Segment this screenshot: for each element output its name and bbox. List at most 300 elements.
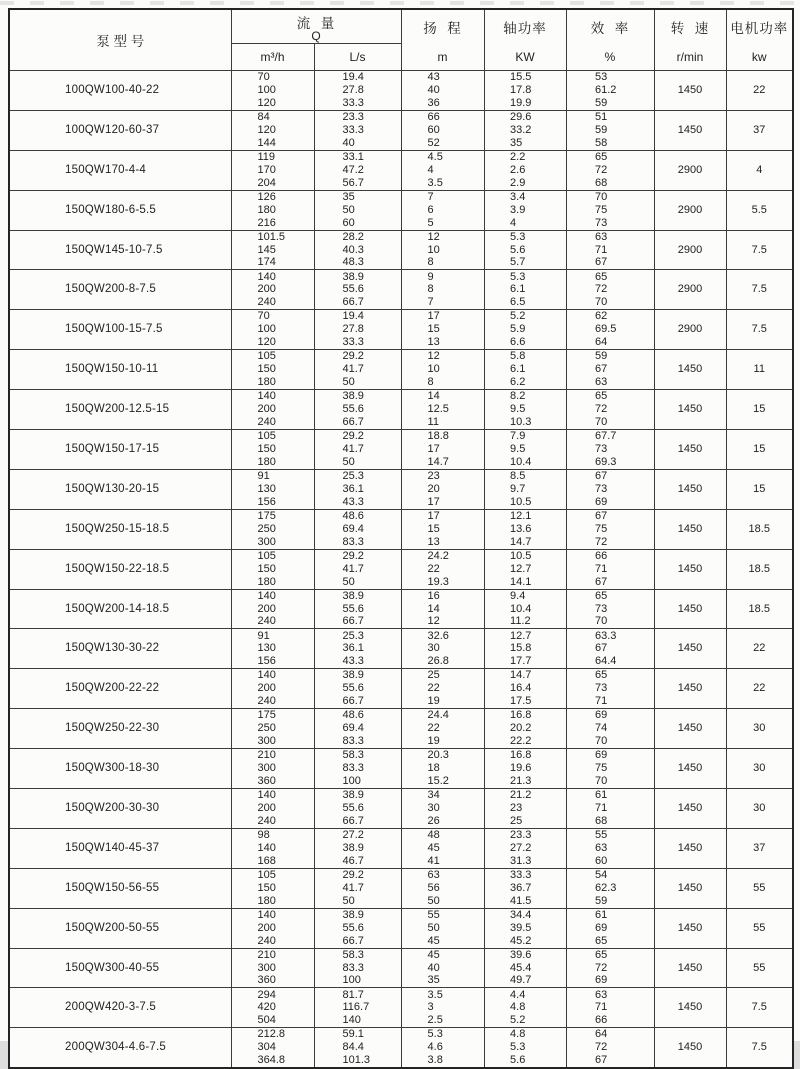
value-line: 156 xyxy=(257,655,276,668)
value-line: 9.5 xyxy=(510,443,526,455)
value-line: 144 xyxy=(257,136,276,149)
value-stack xyxy=(258,470,288,509)
value-line: 168 xyxy=(257,854,276,867)
value-line: 59.1 xyxy=(342,1028,364,1041)
table-row xyxy=(9,230,793,270)
value-line: 6.6 xyxy=(510,336,526,349)
value-stack xyxy=(343,151,373,190)
table-row xyxy=(9,948,793,988)
value-stack xyxy=(428,869,458,908)
cell-model: 150QW150-56-55 xyxy=(9,868,231,908)
value-line: 83.3 xyxy=(342,735,364,748)
value-line: 300 xyxy=(257,735,276,748)
cell-head xyxy=(401,190,484,230)
value-line: 3.4 xyxy=(510,190,526,203)
cell-model: 150QW145-10-7.5 xyxy=(9,230,231,270)
value-line: 58.3 xyxy=(342,948,364,961)
cell-motor-kw: 30 xyxy=(726,789,793,829)
value-line: 8 xyxy=(427,256,434,269)
value-line: 30 xyxy=(427,642,440,655)
value-line: 68 xyxy=(595,176,608,189)
cell-flow-ls xyxy=(314,310,401,350)
value-line: 14.7 xyxy=(510,669,532,682)
value-line: 200 xyxy=(257,403,276,416)
value-stack xyxy=(258,231,288,270)
value-line: 71 xyxy=(595,695,608,708)
value-line: 240 xyxy=(257,296,276,309)
value-line: 66.7 xyxy=(342,695,364,708)
value-line: 240 xyxy=(257,416,276,429)
value-line: 29.2 xyxy=(342,350,364,363)
cell-eff xyxy=(566,749,654,789)
value-line: 45 xyxy=(427,948,440,961)
value-line: 83.3 xyxy=(342,961,364,974)
cell-motor-kw: 18.5 xyxy=(726,509,793,549)
value-line: 70 xyxy=(257,310,270,323)
cell-model: 150QW200-8-7.5 xyxy=(9,270,231,310)
value-stack xyxy=(258,191,288,230)
value-line: 130 xyxy=(257,642,276,655)
cell-shaft-kw xyxy=(484,709,566,749)
value-line: 16.8 xyxy=(510,709,532,722)
cell-shaft-kw xyxy=(484,71,566,111)
value-stack xyxy=(258,949,288,988)
cell-speed: 1450 xyxy=(654,71,726,111)
table-body xyxy=(9,71,793,1069)
table-row xyxy=(9,749,793,789)
motor-power-label: 电机功率 xyxy=(730,21,789,36)
cell-model: 150QW200-14-18.5 xyxy=(9,589,231,629)
value-stack xyxy=(428,310,458,349)
value-line: 54 xyxy=(595,868,608,881)
value-stack xyxy=(510,71,540,110)
value-line: 62 xyxy=(595,310,608,323)
cell-flow-m3h xyxy=(231,390,314,430)
value-line: 66 xyxy=(595,549,608,562)
header-row-main xyxy=(9,9,793,44)
value-stack xyxy=(343,470,373,509)
value-stack xyxy=(428,231,458,270)
value-line: 70 xyxy=(595,296,608,309)
value-line: 8.5 xyxy=(510,469,526,482)
value-stack xyxy=(343,111,373,150)
value-stack xyxy=(510,151,540,190)
value-line: 26 xyxy=(427,814,440,827)
value-line: 11.2 xyxy=(510,615,531,628)
cell-flow-m3h xyxy=(231,71,314,111)
value-line: 9.7 xyxy=(510,482,526,495)
value-stack xyxy=(595,909,625,948)
cell-model: 150QW170-4-4 xyxy=(9,150,231,190)
value-line: 5.8 xyxy=(510,350,526,363)
cell-eff xyxy=(566,71,654,111)
cell-flow-ls xyxy=(314,1028,401,1068)
cell-shaft-kw xyxy=(484,310,566,350)
value-stack xyxy=(595,669,625,708)
value-line: 70 xyxy=(595,416,608,429)
cell-eff xyxy=(566,868,654,908)
value-stack xyxy=(258,271,288,310)
value-line: 69.4 xyxy=(342,722,364,735)
cell-speed: 1450 xyxy=(654,430,726,470)
value-stack xyxy=(595,1028,625,1067)
cell-motor-kw: 22 xyxy=(726,71,793,111)
cell-head xyxy=(401,669,484,709)
cell-flow-ls xyxy=(314,669,401,709)
value-stack xyxy=(595,949,625,988)
cell-speed: 2900 xyxy=(654,310,726,350)
cell-motor-kw: 15 xyxy=(726,430,793,470)
value-line: 50 xyxy=(342,575,355,588)
cell-head xyxy=(401,948,484,988)
cell-speed: 1450 xyxy=(654,509,726,549)
cell-shaft-kw xyxy=(484,350,566,390)
value-stack xyxy=(595,191,625,230)
value-line: 10.3 xyxy=(510,416,532,429)
value-line: 101.5 xyxy=(257,230,286,243)
value-stack xyxy=(510,989,540,1028)
cell-eff xyxy=(566,988,654,1028)
value-stack xyxy=(595,310,625,349)
cell-eff xyxy=(566,789,654,829)
value-line: 364.8 xyxy=(257,1054,286,1067)
cell-speed: 1450 xyxy=(654,549,726,589)
cell-motor-kw: 22 xyxy=(726,669,793,709)
table-row xyxy=(9,110,793,150)
value-line: 14.1 xyxy=(510,575,532,588)
value-line: 45.2 xyxy=(510,934,532,947)
value-line: 23.3 xyxy=(342,110,364,123)
value-stack xyxy=(595,789,625,828)
value-line: 70 xyxy=(595,615,608,628)
cell-shaft-kw xyxy=(484,789,566,829)
cell-flow-m3h xyxy=(231,669,314,709)
value-line: 27.2 xyxy=(510,841,532,854)
value-line: 5.3 xyxy=(427,1028,443,1041)
value-stack xyxy=(510,430,540,469)
cell-flow-ls xyxy=(314,190,401,230)
value-line: 10.4 xyxy=(510,455,532,468)
value-line: 33.3 xyxy=(342,96,364,109)
cell-motor-kw: 22 xyxy=(726,629,793,669)
value-line: 14 xyxy=(427,602,440,615)
cell-motor-kw: 55 xyxy=(726,948,793,988)
value-stack xyxy=(595,510,625,549)
value-line: 210 xyxy=(257,948,276,961)
cell-motor-kw: 18.5 xyxy=(726,549,793,589)
value-stack xyxy=(343,191,373,230)
table-row xyxy=(9,390,793,430)
cell-model: 150QW140-45-37 xyxy=(9,828,231,868)
value-line: 69 xyxy=(595,974,608,987)
cell-head xyxy=(401,1028,484,1068)
head-label: 扬 程 xyxy=(423,21,462,36)
value-line: 21.2 xyxy=(510,789,532,802)
cell-speed: 1450 xyxy=(654,350,726,390)
value-line: 12 xyxy=(427,350,440,363)
value-stack xyxy=(595,71,625,110)
value-line: 72 xyxy=(595,163,608,176)
cell-flow-m3h xyxy=(231,350,314,390)
value-line: 69.3 xyxy=(595,455,617,468)
value-line: 91 xyxy=(257,629,270,642)
table-row xyxy=(9,350,793,390)
value-stack xyxy=(510,949,540,988)
cell-motor-kw: 30 xyxy=(726,749,793,789)
value-line: 75 xyxy=(595,762,608,775)
value-line: 25 xyxy=(427,669,440,682)
table-row xyxy=(9,908,793,948)
value-line: 41.7 xyxy=(342,881,364,894)
value-line: 33.3 xyxy=(510,868,532,881)
cell-eff xyxy=(566,629,654,669)
cell-model: 150QW200-50-55 xyxy=(9,908,231,948)
value-stack xyxy=(343,630,373,669)
cell-head xyxy=(401,270,484,310)
cell-model: 150QW200-30-30 xyxy=(9,789,231,829)
value-line: 36.1 xyxy=(342,642,364,655)
value-line: 5.3 xyxy=(510,1041,526,1054)
value-line: 66.7 xyxy=(342,934,364,947)
value-stack xyxy=(510,390,540,429)
cell-head xyxy=(401,549,484,589)
cell-speed: 2900 xyxy=(654,150,726,190)
value-line: 32.6 xyxy=(427,629,449,642)
value-line: 170 xyxy=(257,163,276,176)
value-stack xyxy=(258,630,288,669)
cell-model: 150QW130-20-15 xyxy=(9,469,231,509)
value-line: 8 xyxy=(427,376,434,389)
col-header-flow-ls: L/s xyxy=(314,44,401,71)
cell-flow-m3h xyxy=(231,709,314,749)
value-line: 100 xyxy=(342,974,361,987)
cell-head xyxy=(401,430,484,470)
value-stack xyxy=(343,989,373,1028)
cell-eff xyxy=(566,1028,654,1068)
value-line: 12.7 xyxy=(510,629,532,642)
value-stack xyxy=(343,430,373,469)
value-line: 180 xyxy=(257,455,276,468)
cell-speed: 1450 xyxy=(654,110,726,150)
value-line: 200 xyxy=(257,802,276,815)
value-stack xyxy=(343,829,373,868)
value-line: 22.2 xyxy=(510,735,532,748)
value-line: 81.7 xyxy=(342,988,364,1001)
value-line: 36.1 xyxy=(342,482,364,495)
cell-flow-m3h xyxy=(231,629,314,669)
value-line: 24.2 xyxy=(427,549,449,562)
cell-model: 150QW150-22-18.5 xyxy=(9,549,231,589)
value-line: 10.5 xyxy=(510,549,532,562)
cell-shaft-kw xyxy=(484,1028,566,1068)
value-line: 51 xyxy=(595,110,608,123)
value-line: 5.2 xyxy=(510,1014,526,1027)
value-line: 140 xyxy=(257,270,276,283)
value-stack xyxy=(510,709,540,748)
value-line: 71 xyxy=(595,562,608,575)
value-line: 10 xyxy=(427,243,440,256)
value-line: 12.7 xyxy=(510,562,532,575)
cell-eff xyxy=(566,509,654,549)
cell-flow-m3h xyxy=(231,549,314,589)
value-stack xyxy=(595,271,625,310)
value-line: 140 xyxy=(257,908,276,921)
cell-flow-ls xyxy=(314,709,401,749)
value-line: 50 xyxy=(342,894,355,907)
value-line: 29.6 xyxy=(510,110,532,123)
value-line: 60 xyxy=(427,123,440,136)
value-line: 43.3 xyxy=(342,655,364,668)
value-stack xyxy=(510,669,540,708)
value-line: 71 xyxy=(595,1001,608,1014)
value-line: 63.3 xyxy=(595,629,617,642)
value-line: 18.8 xyxy=(427,430,449,443)
value-line: 156 xyxy=(257,495,276,508)
value-line: 145 xyxy=(257,243,276,256)
value-stack xyxy=(510,869,540,908)
value-line: 4.8 xyxy=(510,1001,526,1014)
cell-flow-ls xyxy=(314,350,401,390)
value-line: 3.5 xyxy=(427,988,443,1001)
value-line: 150 xyxy=(257,363,276,376)
value-line: 69.4 xyxy=(342,522,364,535)
value-stack xyxy=(428,989,458,1028)
value-stack xyxy=(510,350,540,389)
value-line: 175 xyxy=(257,709,276,722)
cell-flow-ls xyxy=(314,549,401,589)
value-line: 66 xyxy=(427,110,440,123)
value-stack xyxy=(258,869,288,908)
value-line: 33.2 xyxy=(510,123,532,136)
value-line: 20 xyxy=(427,482,440,495)
value-line: 126 xyxy=(257,190,276,203)
value-stack xyxy=(428,749,458,788)
cell-model: 200QW304-4.6-7.5 xyxy=(9,1028,231,1068)
value-line: 70 xyxy=(595,735,608,748)
value-line: 5.6 xyxy=(510,1054,526,1067)
value-stack xyxy=(510,749,540,788)
value-line: 9 xyxy=(427,270,434,283)
value-line: 7.9 xyxy=(510,430,526,443)
value-stack xyxy=(510,909,540,948)
value-line: 73 xyxy=(595,216,608,229)
value-line: 33.3 xyxy=(342,123,364,136)
table-row xyxy=(9,190,793,230)
value-stack xyxy=(510,590,540,629)
value-stack xyxy=(343,350,373,389)
value-stack xyxy=(510,630,540,669)
value-line: 65 xyxy=(595,934,608,947)
value-stack xyxy=(428,909,458,948)
value-line: 200 xyxy=(257,921,276,934)
value-line: 240 xyxy=(257,695,276,708)
cell-model: 150QW180-6-5.5 xyxy=(9,190,231,230)
value-line: 4.8 xyxy=(510,1028,526,1041)
value-stack xyxy=(343,310,373,349)
cell-eff xyxy=(566,390,654,430)
value-line: 19 xyxy=(427,695,440,708)
value-line: 35 xyxy=(342,190,355,203)
cell-speed: 1450 xyxy=(654,629,726,669)
cell-head xyxy=(401,589,484,629)
cell-shaft-kw xyxy=(484,230,566,270)
value-line: 216 xyxy=(257,216,276,229)
value-line: 35 xyxy=(427,974,440,987)
value-line: 69 xyxy=(595,495,608,508)
value-line: 58.3 xyxy=(342,749,364,762)
value-line: 55 xyxy=(595,829,608,841)
cell-shaft-kw xyxy=(484,430,566,470)
value-line: 27.8 xyxy=(342,83,364,96)
cell-eff xyxy=(566,110,654,150)
value-line: 83.3 xyxy=(342,762,364,775)
cell-eff xyxy=(566,669,654,709)
value-line: 17 xyxy=(427,495,440,508)
value-stack xyxy=(343,590,373,629)
value-line: 12 xyxy=(427,230,440,243)
value-stack xyxy=(428,111,458,150)
cell-eff xyxy=(566,549,654,589)
speed-unit: r/min xyxy=(676,50,704,64)
value-line: 204 xyxy=(257,176,276,189)
value-line: 55.6 xyxy=(342,403,364,416)
value-line: 67 xyxy=(595,509,608,522)
value-line: 34.4 xyxy=(510,908,532,921)
value-line: 19.4 xyxy=(342,310,364,323)
value-stack xyxy=(510,191,540,230)
cell-speed: 1450 xyxy=(654,868,726,908)
cell-shaft-kw xyxy=(484,190,566,230)
cell-head xyxy=(401,71,484,111)
cell-flow-ls xyxy=(314,589,401,629)
value-line: 119 xyxy=(257,150,276,163)
value-line: 61.2 xyxy=(595,83,617,96)
cell-motor-kw: 37 xyxy=(726,110,793,150)
value-line: 55.6 xyxy=(342,283,364,296)
value-stack xyxy=(428,430,458,469)
value-line: 66 xyxy=(595,1014,608,1027)
value-stack xyxy=(595,550,625,589)
cell-shaft-kw xyxy=(484,469,566,509)
cell-speed: 1450 xyxy=(654,828,726,868)
value-stack xyxy=(343,869,373,908)
value-line: 23 xyxy=(427,469,440,482)
value-line: 5 xyxy=(427,216,434,229)
cell-speed: 1450 xyxy=(654,390,726,430)
cell-flow-ls xyxy=(314,629,401,669)
value-line: 5.6 xyxy=(510,243,526,256)
col-header-speed xyxy=(654,9,726,71)
value-line: 38.9 xyxy=(342,669,364,682)
value-line: 3 xyxy=(427,1001,434,1014)
value-line: 38.9 xyxy=(342,841,364,854)
value-line: 14.7 xyxy=(427,455,449,468)
value-stack xyxy=(258,310,288,349)
value-line: 17 xyxy=(427,509,440,522)
value-stack xyxy=(258,151,288,190)
value-line: 53 xyxy=(595,71,608,84)
value-line: 38.9 xyxy=(342,270,364,283)
table-row xyxy=(9,150,793,190)
value-stack xyxy=(595,829,625,868)
value-line: 66.7 xyxy=(342,416,364,429)
pump-spec-table xyxy=(8,8,794,1069)
value-line: 20.2 xyxy=(510,722,532,735)
value-line: 20.3 xyxy=(427,749,449,762)
value-line: 40.3 xyxy=(342,243,364,256)
value-line: 120 xyxy=(257,336,276,349)
value-stack xyxy=(258,829,288,868)
